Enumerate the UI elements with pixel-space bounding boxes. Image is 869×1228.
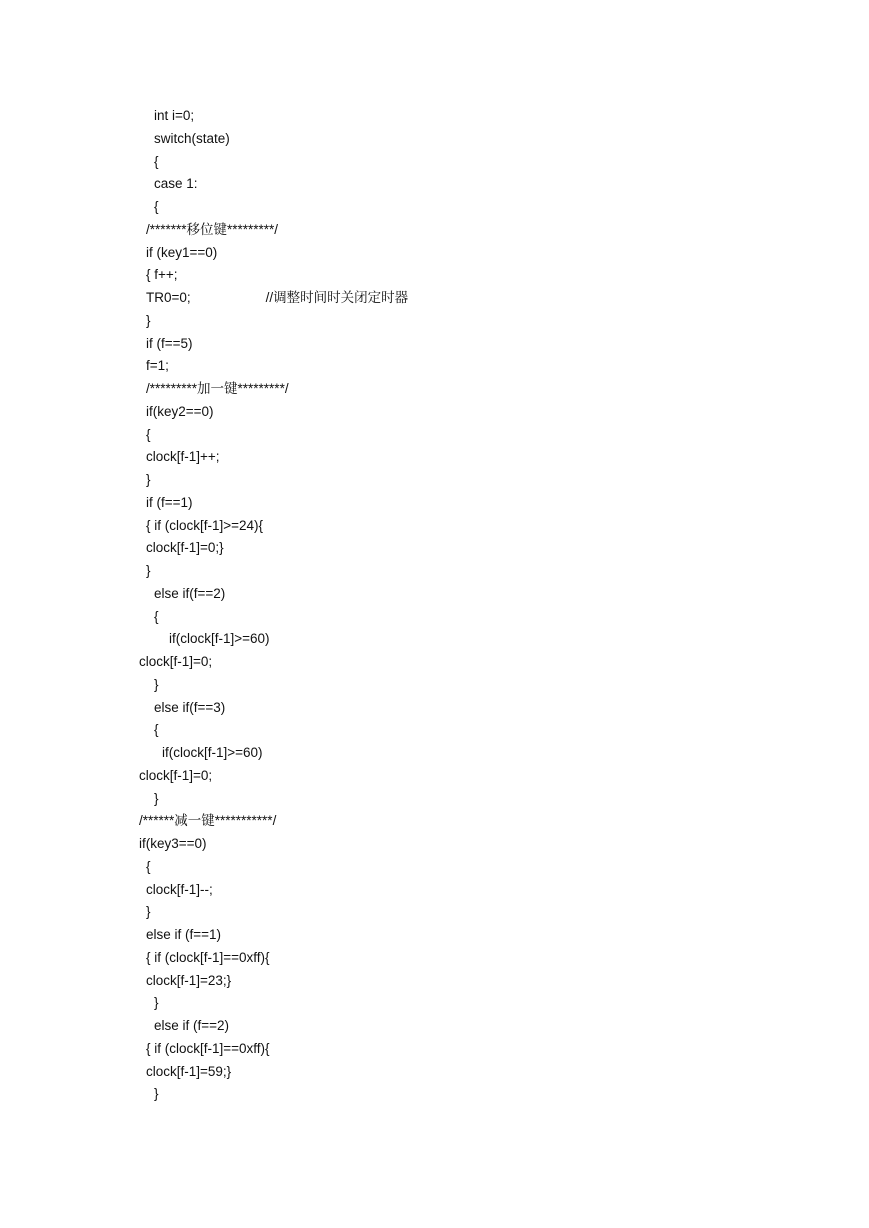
code-line: { if (clock[f-1]==0xff){ (146, 950, 270, 965)
code-line: if(key2==0) (146, 404, 214, 419)
code-line: clock[f-1]=23;} (146, 973, 232, 988)
code-line: } (154, 1086, 159, 1101)
code-line: { (154, 609, 159, 624)
code-line: { f++; (146, 267, 178, 282)
code-line: clock[f-1]=0; (139, 768, 213, 783)
code-line: case 1: (154, 176, 198, 191)
code-line: } (154, 995, 159, 1010)
code-line: } (146, 472, 151, 487)
code-line: clock[f-1]++; (146, 449, 220, 464)
code-line: { (146, 859, 151, 874)
code-line: if (key1==0) (146, 245, 218, 260)
code-line: else if (f==1) (146, 927, 222, 942)
code-line: if(clock[f-1]>=60) (169, 631, 270, 646)
code-line: f=1; (146, 358, 169, 373)
code-line: /*********加一键*********/ (146, 381, 289, 396)
code-line: } (154, 677, 159, 692)
code-line: { (146, 427, 151, 442)
code-line: { if (clock[f-1]==0xff){ (146, 1041, 270, 1056)
code-line: clock[f-1]=59;} (146, 1064, 232, 1079)
code-line: } (146, 904, 151, 919)
code-line: clock[f-1]=0; (139, 654, 213, 669)
code-line: else if(f==2) (154, 586, 226, 601)
code-line: clock[f-1]=0;} (146, 540, 224, 555)
code-line: if(clock[f-1]>=60) (162, 745, 263, 760)
code-line: clock[f-1]--; (146, 882, 213, 897)
code-line: } (154, 791, 159, 806)
code-line: switch(state) (154, 131, 230, 146)
code-line: /******减一键***********/ (139, 813, 277, 828)
code-line: if(key3==0) (139, 836, 207, 851)
code-line: TR0=0; //调整时间时关闭定时器 (146, 290, 409, 305)
code-line: /*******移位键*********/ (146, 222, 279, 237)
code-line: else if (f==2) (154, 1018, 230, 1033)
code-line: { (154, 154, 159, 169)
code-line: { if (clock[f-1]>=24){ (146, 518, 264, 533)
code-line: if (f==1) (146, 495, 193, 510)
code-line: { (154, 722, 159, 737)
code-line: } (146, 563, 151, 578)
code-line: if (f==5) (146, 336, 193, 351)
code-line: else if(f==3) (154, 700, 226, 715)
code-line: } (146, 313, 151, 328)
code-line: { (154, 199, 159, 214)
code-line: int i=0; (154, 108, 195, 123)
